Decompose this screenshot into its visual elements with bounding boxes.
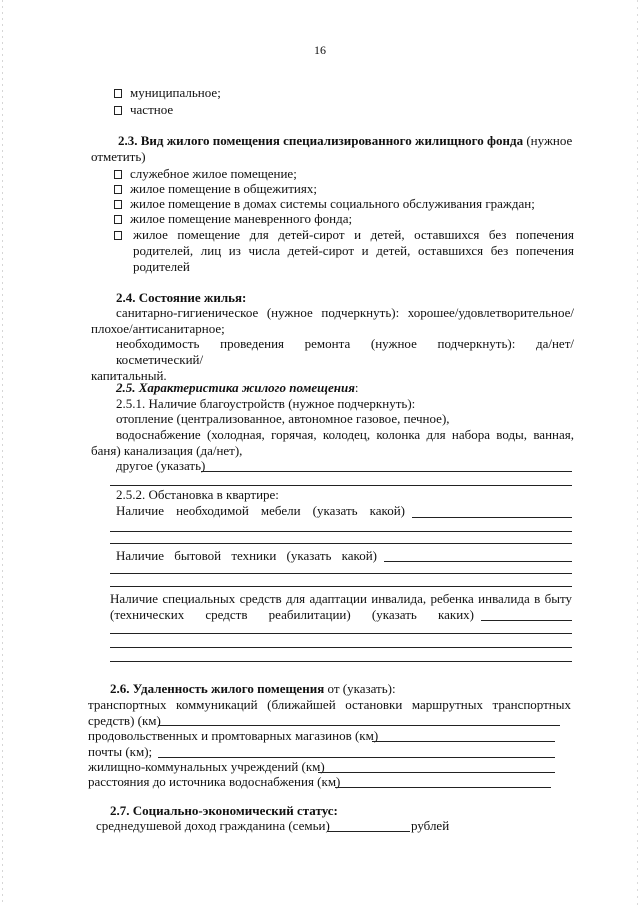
checkbox[interactable] bbox=[114, 215, 122, 224]
scan-edge-left bbox=[2, 0, 3, 905]
water-source-distance-field[interactable] bbox=[335, 787, 551, 788]
section-2-5-title: 2.5. Характеристика жилого помещения: bbox=[116, 380, 359, 395]
section-2-5-1: 2.5.1. Наличие благоустройств (нужное подчеркнуть): bbox=[116, 396, 416, 411]
post-distance-field[interactable] bbox=[158, 757, 555, 758]
income-field[interactable] bbox=[327, 831, 410, 832]
option-municipal[interactable]: муниципальное; bbox=[114, 85, 221, 101]
section-2-4-title: 2.4. Состояние жилья: bbox=[116, 290, 247, 305]
checkbox[interactable] bbox=[114, 170, 122, 179]
section-2-7-title: 2.7. Социально-экономический статус: bbox=[110, 803, 338, 818]
checkbox[interactable] bbox=[114, 231, 122, 240]
option-maneuver-fund[interactable]: жилое помещение маневренного фонда; bbox=[114, 211, 352, 227]
sanitary-condition: санитарно-гигиеническое (нужное подчеркнуть): хорошее/удовлетворительное/ плохое/антисанитарное; bbox=[91, 305, 574, 336]
option-dormitory[interactable]: жилое помещение в общежитиях; bbox=[114, 181, 317, 197]
other-amenities-field-2[interactable] bbox=[110, 485, 572, 486]
transport-distance-field[interactable] bbox=[158, 725, 560, 726]
adaptation-means: Наличие специальных средств для адаптации инвалида, ребенка инвалида в быту bbox=[110, 591, 572, 606]
appliances-field-3[interactable] bbox=[110, 586, 572, 587]
adaptation-field[interactable] bbox=[481, 620, 572, 621]
income-currency: рублей bbox=[411, 818, 450, 833]
section-2-6-title: 2.6. Удаленность жилого помещения от (указать): bbox=[110, 681, 396, 696]
other-amenities-label: другое (указать) bbox=[116, 458, 206, 473]
income-label: среднедушевой доход гражданина (семьи) bbox=[96, 818, 330, 833]
appliances-field-2[interactable] bbox=[110, 573, 572, 574]
section-2-3-hint: отметить) bbox=[91, 149, 146, 164]
orphans-housing-text: жилое помещение для детей-сирот и детей, оставшихся без попечения родителей, лиц из числа детей-сирот и детей, оставшихся без попечения родителей bbox=[133, 227, 574, 274]
water-source-distance-label: расстояния до источника водоснабжения (км) bbox=[88, 774, 341, 789]
checkbox[interactable] bbox=[114, 185, 122, 194]
transport-distance: транспортных коммуникаций (ближайшей остановки маршрутных транспортных средств) (км) bbox=[88, 697, 571, 728]
repair-need: необходимость проведения ремонта (нужное подчеркнуть): да/нет/косметический/ капитальный. bbox=[91, 336, 574, 383]
furniture-field-3[interactable] bbox=[110, 543, 572, 544]
heating-options: отопление (централизованное, автономное газовое, печное), bbox=[116, 411, 450, 426]
option-social-service-home[interactable]: жилое помещение в домах системы социального обслуживания граждан; bbox=[114, 196, 535, 212]
option-orphans-housing[interactable] bbox=[114, 227, 130, 243]
stores-distance-field[interactable] bbox=[372, 741, 555, 742]
option-private[interactable]: частное bbox=[114, 102, 173, 118]
stores-distance-label: продовольственных и промтоварных магазинов (км) bbox=[88, 728, 379, 743]
adaptation-field-2[interactable] bbox=[110, 633, 572, 634]
option-service-housing[interactable]: служебное жилое помещение; bbox=[114, 166, 297, 182]
appliances-field[interactable] bbox=[384, 561, 572, 562]
adaptation-means-line2: (технических средств реабилитации) (указать каких) bbox=[110, 607, 474, 622]
housing-services-distance-field[interactable] bbox=[318, 772, 555, 773]
checkbox[interactable] bbox=[114, 106, 122, 115]
adaptation-field-4[interactable] bbox=[110, 661, 572, 662]
section-2-5-2: 2.5.2. Обстановка в квартире: bbox=[116, 487, 279, 502]
post-distance-label: почты (км); bbox=[88, 744, 153, 759]
furniture-label: Наличие необходимой мебели (указать какой) bbox=[116, 503, 405, 518]
checkbox[interactable] bbox=[114, 89, 122, 98]
section-2-3-heading: 2.3. Вид жилого помещения специализированного жилищного фонда (нужное bbox=[118, 133, 573, 148]
checkbox[interactable] bbox=[114, 200, 122, 209]
housing-services-distance-label: жилищно-коммунальных учреждений (км) bbox=[88, 759, 325, 774]
water-supply-options: водоснабжение (холодная, горячая, колодец, колонка для набора воды, ванная, баня) канализация (да/нет), bbox=[91, 427, 574, 458]
furniture-field-2[interactable] bbox=[110, 531, 572, 532]
page-number: 16 bbox=[314, 43, 326, 57]
furniture-field[interactable] bbox=[412, 517, 572, 518]
appliances-label: Наличие бытовой техники (указать какой) bbox=[116, 548, 377, 563]
other-amenities-field[interactable] bbox=[201, 471, 572, 472]
adaptation-field-3[interactable] bbox=[110, 647, 572, 648]
scan-edge-right bbox=[637, 0, 638, 905]
